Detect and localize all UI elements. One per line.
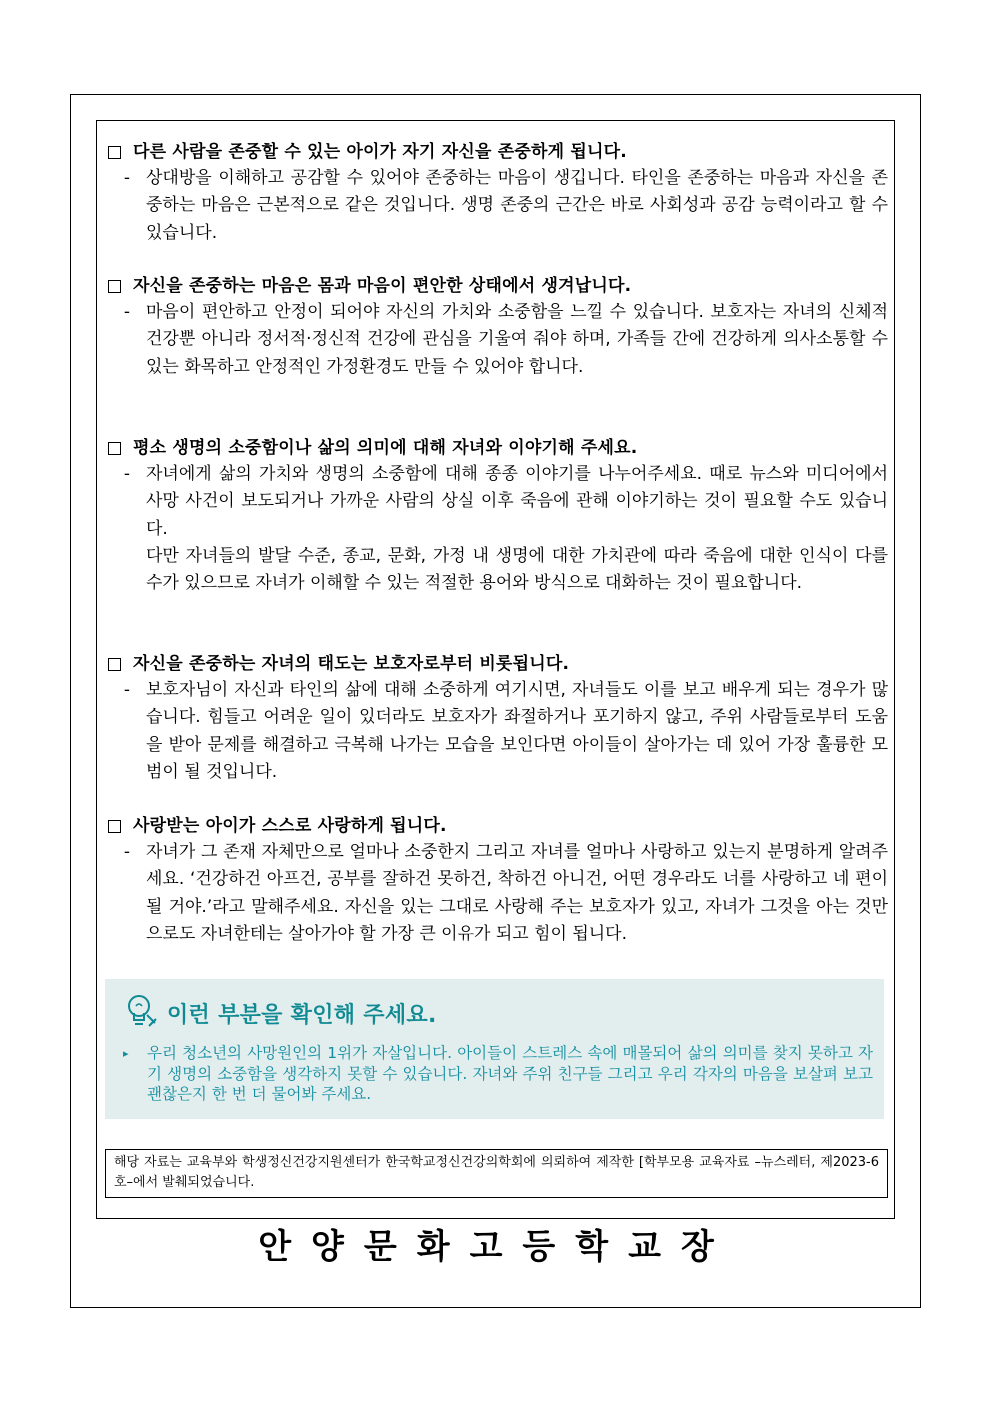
section-heading bbox=[108, 813, 888, 839]
section-loved-child bbox=[108, 813, 888, 948]
section-parent-attitude bbox=[108, 651, 888, 786]
section-heading bbox=[108, 435, 888, 461]
section-paragraph: 보호자님이 자신과 타인의 삶에 대해 소중하게 여기시면, 자녀들도 이를 보고 배우게 되는 경우가 많습니다. 힘들고 어려운 일이 있더라도 보호자가 좌절하거나 포기하지 않고, 주위 사람들로부터 도움을 받아 문제를 해결하고 극복해 나가는 모습을 보인다면 아이들이 살아가는 데 있어 가장 훌륭한 모범이 될 것입니다. bbox=[146, 680, 888, 782]
section-heading bbox=[108, 273, 888, 299]
checkbox-square-icon bbox=[108, 820, 121, 833]
section-paragraph: 상대방을 이해하고 공감할 수 있어야 존중하는 마음이 생깁니다. 타인을 존중하는 마음과 자신을 존중하는 마음은 근본적으로 같은 것입니다. 생명 존중의 근간은 바로 사회성과 공감 능력이라고 할 수 있습니다. bbox=[146, 168, 888, 243]
section-paragraph: 다만 자녀들의 발달 수준, 종교, 문화, 가정 내 생명에 대한 가치관에 따라 죽음에 대한 인식이 다를 수가 있으므로 자녀가 이해할 수 있는 적절한 용어와 방식으로 대화하는 것이 필요합니다. bbox=[146, 545, 888, 594]
notice-title bbox=[125, 993, 437, 1033]
section-comfortable-state bbox=[108, 273, 888, 381]
dash-bullet: - bbox=[123, 464, 131, 484]
notice-body bbox=[123, 1043, 873, 1105]
school-principal-signature: 안양문화고등학교장 bbox=[258, 1227, 734, 1267]
section-talk-about-life bbox=[108, 435, 888, 597]
section-heading-text: 다른 사람을 존중할 수 있는 아이가 자기 자신을 존중하게 됩니다. bbox=[133, 142, 627, 162]
notice-title-text: 이런 부분을 확인해 주세요. bbox=[167, 1002, 437, 1028]
section-heading bbox=[108, 139, 888, 165]
dash-bullet: - bbox=[123, 680, 131, 700]
dash-bullet: - bbox=[123, 842, 131, 862]
section-heading-text: 자신을 존중하는 마음은 몸과 마음이 편안한 상태에서 생겨납니다. bbox=[133, 276, 632, 296]
section-respect-others bbox=[108, 139, 888, 247]
section-heading-text: 자신을 존중하는 자녀의 태도는 보호자로부터 비롯됩니다. bbox=[133, 654, 570, 674]
lightbulb-icon bbox=[125, 993, 159, 1033]
dash-bullet: - bbox=[123, 168, 131, 188]
notice-text: 우리 청소년의 사망원인의 1위가 자살입니다. 아이들이 스트레스 속에 매몰되어 삶의 의미를 찾지 못하고 자기 생명의 소중함을 생각하지 못할 수 있습니다. 자녀와 주위 친구들 그리고 우리 각자의 마음을 보살펴 보고 괜찮은지 한 번 더 물어봐 주세요. bbox=[147, 1044, 873, 1103]
dash-bullet: - bbox=[123, 302, 131, 322]
source-footnote: 해당 자료는 교육부와 학생정신건강지원센터가 한국학교정신건강의학회에 의뢰하여 제작한 [학부모용 교육자료 –뉴스레터, 제2023-6호–에서 발췌되었습니다. bbox=[105, 1149, 888, 1198]
section-heading-text: 사랑받는 아이가 스스로 사랑하게 됩니다. bbox=[133, 816, 447, 836]
section-heading-text: 평소 생명의 소중함이나 삶의 의미에 대해 자녀와 이야기해 주세요. bbox=[133, 438, 638, 458]
section-paragraph: 자녀에게 삶의 가치와 생명의 소중함에 대해 종종 이야기를 나누어주세요. 때로 뉴스와 미디어에서 사망 사건이 보도되거나 가까운 사람의 상실 이후 죽음에 관해 이야기하는 것이 필요할 수도 있습니다. bbox=[146, 464, 888, 539]
section-paragraph: 자녀가 그 존재 자체만으로 얼마나 소중한지 그리고 자녀를 얼마나 사랑하고 있는지 분명하게 알려주세요. ‘건강하건 아프건, 공부를 잘하건 못하건, 착하건 아니건, 어떤 경우라도 너를 사랑하고 네 편이 될 거야.’라고 말해주세요. 자신을 있는 그대로 사랑해 주는 보호자가 있고, 자녀가 그것을 아는 것만으로도 자녀한테는 살아가야 할 가장 큰 이유가 되고 힘이 됩니다. bbox=[146, 842, 888, 944]
checkbox-square-icon bbox=[108, 146, 121, 159]
checkbox-square-icon bbox=[108, 658, 121, 671]
notice-box bbox=[105, 979, 884, 1119]
checkbox-square-icon bbox=[108, 280, 121, 293]
section-paragraph: 마음이 편안하고 안정이 되어야 자신의 가치와 소중함을 느낄 수 있습니다. 보호자는 자녀의 신체적 건강뿐 아니라 정서적·정신적 건강에 관심을 기울여 줘야 하며, 가족들 간에 건강하게 의사소통할 수 있는 화목하고 안정적인 가정환경도 만들 수 있어야 합니다. bbox=[146, 302, 888, 377]
checkbox-square-icon bbox=[108, 442, 121, 455]
section-heading bbox=[108, 651, 888, 677]
triangle-bullet-icon: ▸ bbox=[123, 1047, 129, 1060]
